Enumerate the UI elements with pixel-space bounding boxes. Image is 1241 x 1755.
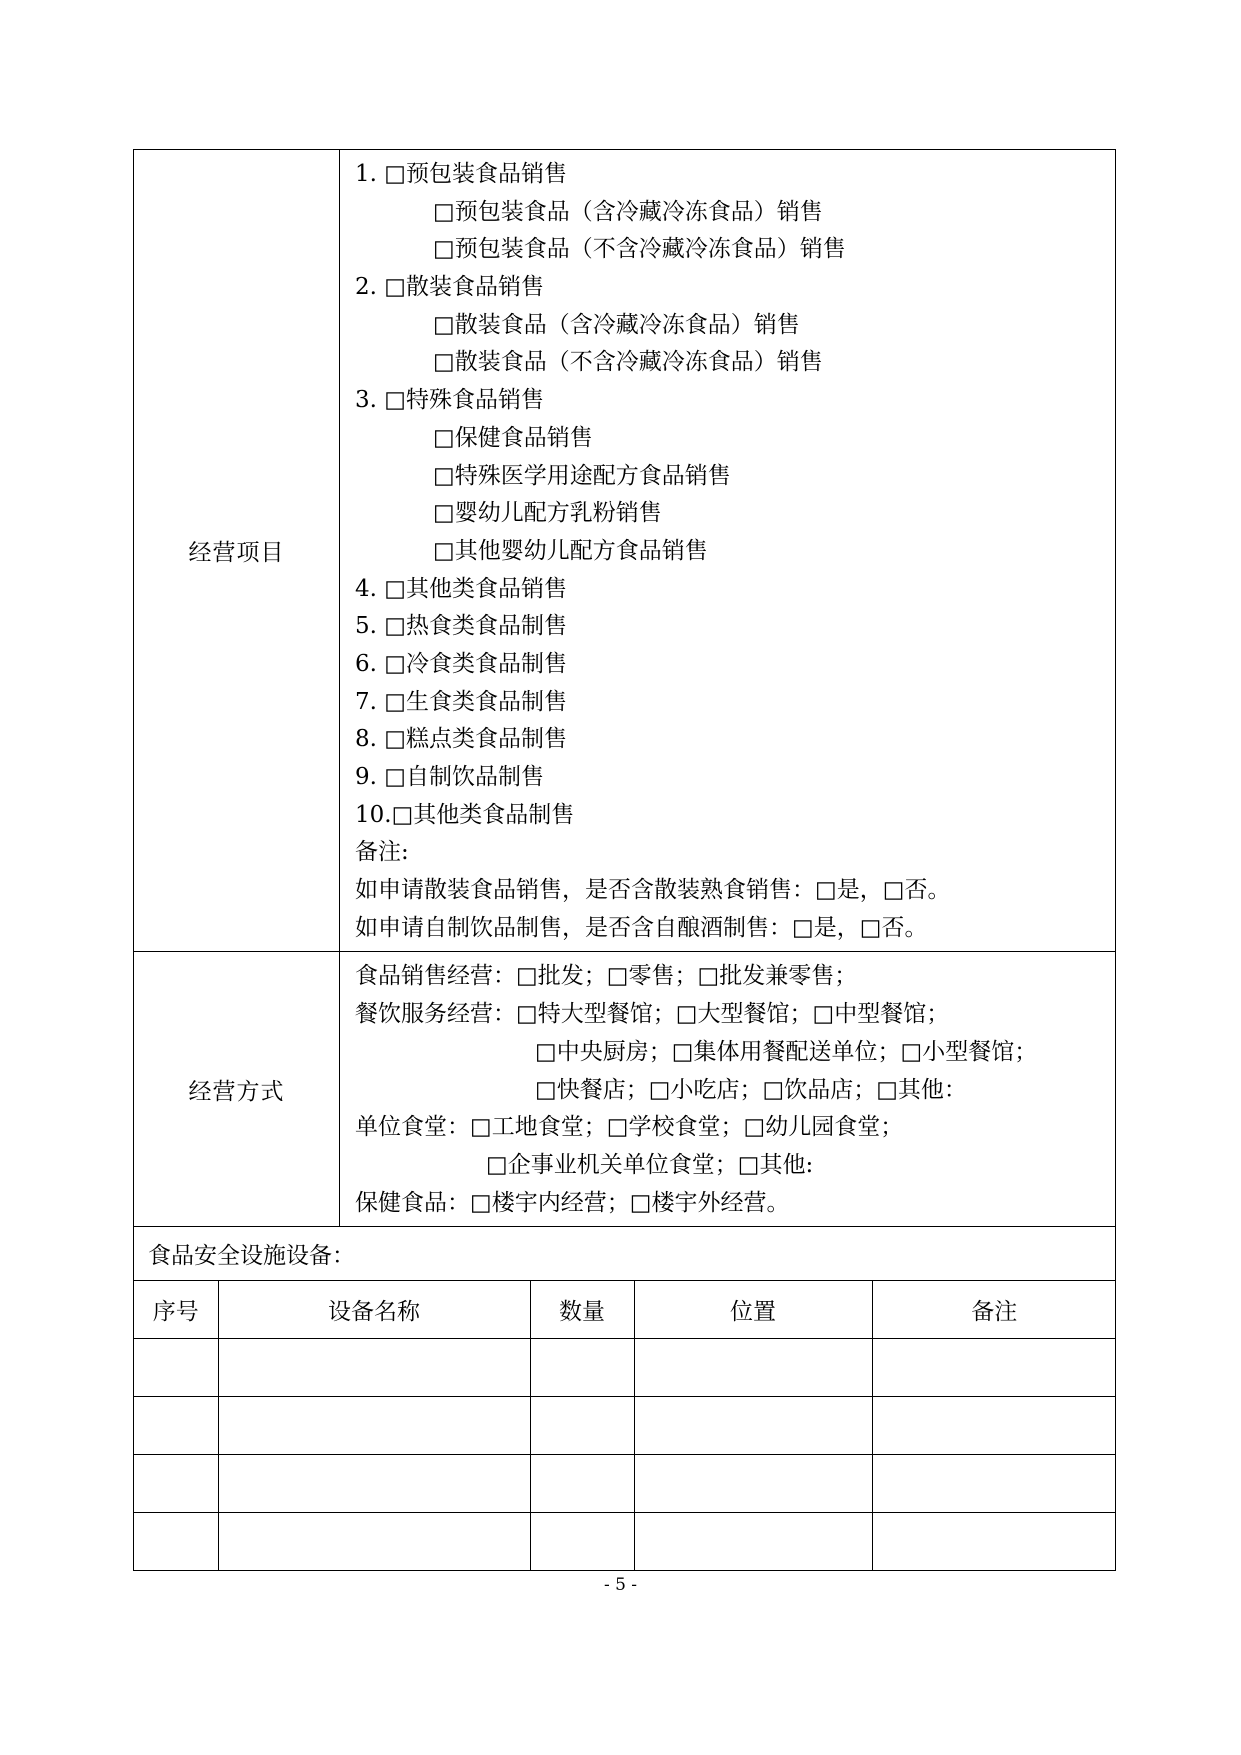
equipment-column-header: 数量 (530, 1281, 634, 1339)
equipment-cell[interactable] (134, 1513, 218, 1571)
equipment-cell[interactable] (634, 1513, 872, 1571)
page-number: - 5 - (603, 1575, 638, 1595)
business-item-line: 9. □自制饮品制售 (355, 764, 544, 790)
equipment-column-header: 位置 (634, 1281, 872, 1339)
business-item-line: 7. □生食类食品制售 (355, 688, 567, 715)
business-items-list (355, 156, 1115, 947)
equipment-cell[interactable] (218, 1455, 530, 1513)
safety-equipment-title-row (134, 1227, 1116, 1281)
equipment-column-header: 序号 (134, 1281, 218, 1339)
equipment-cell[interactable] (530, 1455, 634, 1513)
business-mode-line: □企事业机关单位食堂；□其他: (486, 1151, 814, 1178)
business-mode-content (340, 952, 1116, 1227)
equipment-cell[interactable] (872, 1455, 1116, 1513)
equipment-column-header: 设备名称 (218, 1281, 530, 1339)
business-mode-line: □快餐店；□小吃店；□饮品店；□其他： (535, 1076, 967, 1103)
equipment-table-row (134, 1397, 1116, 1455)
business-item-line: 8. □糕点类食品制售 (355, 726, 567, 753)
business-item-line: 4. □其他类食品销售 (355, 575, 567, 602)
equipment-cell[interactable] (134, 1455, 218, 1513)
equipment-cell[interactable] (218, 1513, 530, 1571)
equipment-cell[interactable] (872, 1397, 1116, 1455)
business-item-line: 如申请散装食品销售，是否含散装熟食销售：□是，□否。 (355, 877, 951, 904)
business-mode-row (134, 952, 1116, 1227)
business-mode-label: 经营方式 (134, 952, 340, 1227)
business-items-row (134, 150, 1116, 952)
business-item-line: 2. □散装食品销售 (355, 274, 544, 301)
business-item-line: □散装食品（不含冷藏冷冻食品）销售 (433, 349, 823, 376)
business-items-content (340, 150, 1116, 952)
business-item-line: □散装食品（含冷藏冷冻食品）销售 (433, 311, 800, 338)
equipment-cell[interactable] (530, 1513, 634, 1571)
business-item-line: □保健食品销售 (433, 424, 593, 451)
business-item-line: 5. □热食类食品制售 (355, 613, 567, 640)
equipment-cell[interactable] (530, 1397, 634, 1455)
equipment-cell[interactable] (530, 1339, 634, 1397)
equipment-cell[interactable] (134, 1339, 218, 1397)
business-item-line: 备注: (355, 839, 409, 866)
application-form-table (133, 149, 1116, 1571)
business-mode-list (355, 958, 1115, 1222)
business-item-line: 1. □预包装食品销售 (355, 161, 567, 187)
safety-equipment-table-row (134, 1281, 1116, 1571)
safety-equipment-title: 食品安全设施设备： (134, 1227, 1116, 1281)
business-item-line: □其他婴幼儿配方食品销售 (433, 537, 708, 564)
equipment-cell[interactable] (134, 1397, 218, 1455)
business-mode-line: 保健食品：□楼宇内经营；□楼宇外经营。 (355, 1189, 790, 1216)
equipment-cell[interactable] (872, 1513, 1116, 1571)
equipment-table-row (134, 1339, 1116, 1397)
equipment-column-header: 备注 (872, 1281, 1116, 1339)
business-item-line: □预包装食品（不含冷藏冷冻食品）销售 (433, 236, 846, 263)
equipment-table-row (134, 1455, 1116, 1513)
equipment-cell[interactable] (218, 1397, 530, 1455)
business-item-line: □特殊医学用途配方食品销售 (433, 462, 731, 489)
business-item-line: □婴幼儿配方乳粉销售 (433, 500, 662, 527)
safety-equipment-container (134, 1281, 1116, 1571)
business-item-line: 6. □冷食类食品制售 (355, 650, 567, 677)
equipment-cell[interactable] (634, 1339, 872, 1397)
equipment-cell[interactable] (872, 1339, 1116, 1397)
business-mode-line: 食品销售经营：□批发；□零售；□批发兼零售； (355, 963, 858, 990)
business-items-label: 经营项目 (134, 150, 340, 952)
business-item-line: 10.□其他类食品制售 (355, 801, 575, 828)
equipment-cell[interactable] (218, 1339, 530, 1397)
business-mode-line: 餐饮服务经营：□特大型餐馆；□大型餐馆；□中型餐馆； (355, 1001, 950, 1028)
business-item-line: 如申请自制饮品制售，是否含自酿酒制售：□是，□否。 (355, 914, 928, 941)
equipment-table-row (134, 1513, 1116, 1571)
safety-equipment-table (134, 1281, 1116, 1570)
equipment-cell[interactable] (634, 1455, 872, 1513)
business-mode-line: 单位食堂：□工地食堂；□学校食堂；□幼儿园食堂； (355, 1114, 904, 1141)
equipment-cell[interactable] (634, 1397, 872, 1455)
equipment-header-row (134, 1281, 1116, 1339)
business-item-line: 3. □特殊食品销售 (355, 387, 544, 414)
business-mode-line: □中央厨房；□集体用餐配送单位；□小型餐馆； (535, 1038, 1038, 1065)
business-item-line: □预包装食品（含冷藏冷冻食品）销售 (433, 198, 823, 225)
